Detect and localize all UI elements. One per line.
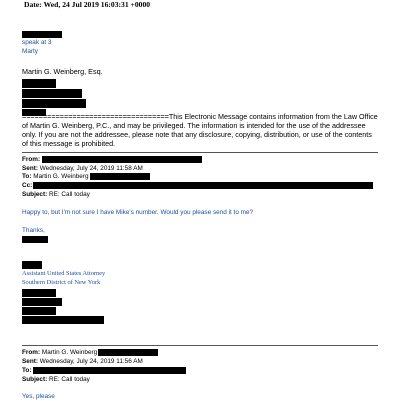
email3-sent-row bbox=[22, 358, 143, 366]
redaction-block bbox=[42, 156, 202, 163]
sent-label: Sent: bbox=[22, 358, 38, 365]
signature-name: Martin G. Weinberg, Esq. bbox=[22, 67, 103, 76]
email3-from-row bbox=[22, 349, 97, 357]
subject-label: Subject: bbox=[22, 376, 48, 383]
cc-label: Cc: bbox=[22, 182, 33, 189]
email2-sent-row bbox=[22, 165, 143, 173]
sent-label: Sent: bbox=[22, 165, 38, 172]
sent-value: Wednesday, July 24, 2019 11:56 AM bbox=[39, 358, 143, 365]
disclaimer-line-2: of Martin G. Weinberg, P.C., and may be privileged. The information is intended for the use of the addressee bbox=[22, 121, 366, 130]
date-label: Date: bbox=[24, 0, 42, 9]
email2-subject-row bbox=[22, 191, 90, 199]
to-label: To: bbox=[22, 367, 32, 374]
to-label: To: bbox=[22, 173, 32, 180]
disclaimer-line-3: only. If you are not the addressee, please note that any disclosure, copying, distribution, or use of the contents bbox=[22, 130, 372, 139]
subject-value: RE: Call today bbox=[49, 191, 90, 198]
redaction-block bbox=[22, 316, 104, 324]
redaction-block bbox=[98, 349, 158, 356]
disclaimer-line-1: ===================================This Electronic Message contains information from the Law Office bbox=[22, 112, 378, 121]
redaction-block bbox=[22, 289, 56, 297]
date-value: Wed, 24 Jul 2019 16:03:31 +0000 bbox=[43, 0, 151, 9]
email3-body: Yes, please bbox=[22, 393, 55, 400]
email2-body: Happy to, but I'm not sure I have Mike's number. Would you please send it to me? bbox=[22, 209, 254, 216]
signature-office: Southern District of New York bbox=[22, 279, 101, 286]
email3-subject-row bbox=[22, 376, 90, 384]
email2-thanks: Thanks, bbox=[22, 227, 45, 234]
message-divider bbox=[22, 345, 378, 346]
redaction-block bbox=[22, 236, 48, 243]
redaction-block bbox=[22, 99, 86, 108]
subject-value: RE: Call today bbox=[49, 376, 90, 383]
redaction-block bbox=[22, 89, 82, 98]
redaction-block bbox=[33, 182, 373, 189]
disclaimer-line-4: of this message is prohibited. bbox=[22, 139, 116, 148]
redaction-block bbox=[22, 31, 62, 38]
to-value: Martin G. Weinberg bbox=[33, 173, 89, 180]
redaction-block bbox=[22, 261, 42, 269]
sent-value: Wednesday, July 24, 2019 11:58 AM bbox=[39, 165, 143, 172]
message-divider bbox=[22, 152, 378, 153]
email-date-header bbox=[24, 0, 150, 9]
redaction-block bbox=[22, 79, 56, 88]
from-label: From: bbox=[22, 349, 41, 356]
redaction-block bbox=[22, 298, 62, 306]
email2-cc-row bbox=[22, 182, 32, 190]
redaction-block bbox=[33, 367, 186, 374]
email3-to-row bbox=[22, 367, 31, 375]
reply-line-2: Marty bbox=[22, 48, 38, 55]
subject-label: Subject: bbox=[22, 191, 48, 198]
email2-from-row bbox=[22, 156, 40, 164]
reply-line-1: speak at 3 bbox=[22, 39, 52, 46]
email2-to-row bbox=[22, 173, 89, 181]
from-value: Martin G. Weinberg bbox=[41, 349, 98, 356]
redaction-block bbox=[90, 173, 150, 180]
signature-title: Assistant United States Attorney bbox=[22, 270, 106, 277]
redaction-block bbox=[22, 307, 56, 315]
from-label: From: bbox=[22, 156, 41, 163]
